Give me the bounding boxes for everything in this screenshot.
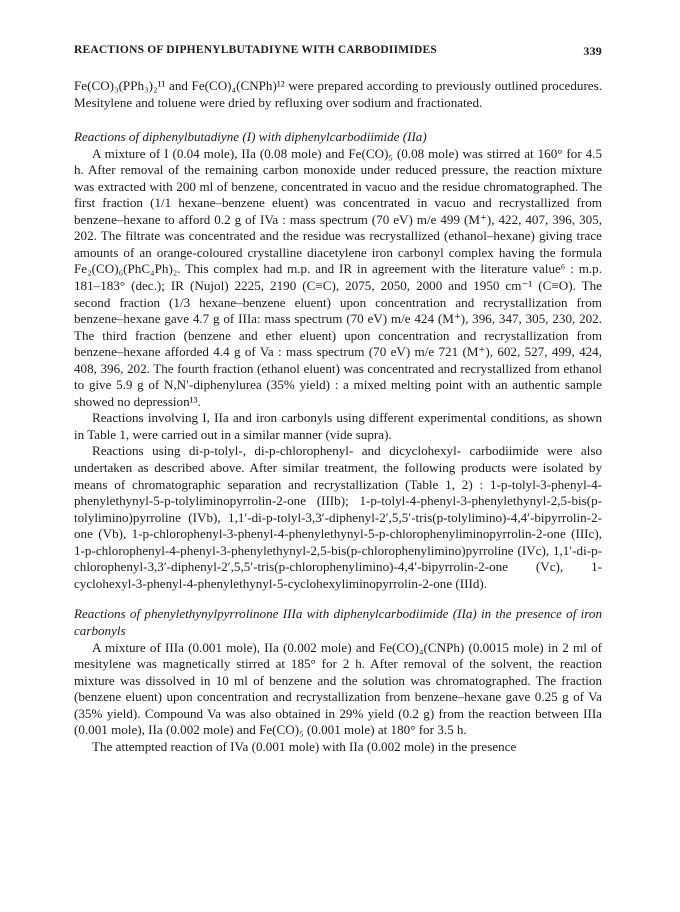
body-paragraph: Reactions using di-p-tolyl-, di-p-chlorophenyl- and dicyclohexyl- carbodiimide were also undertaken as described above. After similar treatment, the following products were isolated by means of chromatographic separation and recrystallization (Table 1, 2) : 1-p-tolyl-3-phenyl-4-phenylethynyl-5-p-tolyliminopyrrolin-2-one (IIIb); 1-p-tolyl-4-phenyl-3-phenylethynyl-2,5-bis(p-tolylimino)pyrroline (IVb), 1,1′-di-p-tolyl-3,3′-diphenyl-2′,5,5′-tris(p-tolylimino)-4,4′-bipyrrolin-2-one (Vb), 1-p-chlorophenyl-3-phenyl-4-phenylethynyl-5-p-chlorophenyliminopyrrolin-2-one (IIIc), 1-p-chlorophenyl-4-phenyl-3-phenylethynyl-2,5-bis(p-chlorophenylimino)pyrroline (IVc), 1,1′-di-p-chlorophenyl-3,3′-diphenyl-2′,5,5′-tris(p-chlorophenylimino)-4,4′-bipyrrolin-2-one (Vc), 1-cyclohexyl-3-phenyl-4-phenylethynyl-5-cyclohexyliminopyrrolin-2-one (IIId). (74, 443, 602, 591)
section-heading: Reactions of phenylethynylpyrrolinone IIIa with diphenylcarbodiimide (IIa) in the presence of iron carbonyls (74, 606, 602, 638)
page-header (74, 44, 602, 62)
body-paragraph: A mixture of IIIa (0.001 mole), IIa (0.002 mole) and Fe(CO)₄(CNPh) (0.0015 mole) in 2 ml of mesitylene was magnetically stirred at 185° for 2 h. After removal of the solvent, the reaction mixture was dissolved in 10 ml of benzene and the solution was chromatographed. The fraction (benzene eluent) upon concentration and recrystallization from benzene–hexane gave 0.25 g of Va (35% yield). Compound Va was also obtained in 29% yield (0.2 g) from the reaction between IIIa (0.001 mole), IIa (0.002 mole) and Fe(CO)₅ (0.001 mole) at 180° for 3.5 h. (74, 639, 602, 738)
page-number: 339 (583, 44, 602, 58)
body-paragraph: Reactions involving I, IIa and iron carbonyls using different experimental conditions, as shown in Table 1, were carried out in a similar manner (vide supra). (74, 410, 602, 442)
intro-paragraph: Fe(CO)₃(PPh₃)₂¹¹ and Fe(CO)₄(CNPh)¹² were prepared according to previously outlined procedures. Mesitylene and toluene were dried by refluxing over sodium and fractionated. (74, 78, 602, 110)
running-title: REACTIONS OF DIPHENYLBUTADIYNE WITH CARBODIIMIDES (74, 44, 437, 56)
body-paragraph: A mixture of I (0.04 mole), IIa (0.08 mole) and Fe(CO)₅ (0.08 mole) was stirred at 160° for 4.5 h. After removal of the remaining carbon monoxide under reduced pressure, the reaction mixture was extracted with 200 ml of benzene, concentrated in vacuo and the residue chromatographed. The first fraction (1/1 hexane–benzene eluent) was concentrated in vacuo and recrystallized from benzene–hexane to afford 0.2 g of IVa : mass spectrum (70 eV) m/e 499 (M⁺), 422, 407, 396, 305, 202. The filtrate was concentrated and the residue was recrystallized (ethanol–hexane) giving trace amounts of an orange-coloured crystalline diacetylene iron carbonyl complex having the formula Fe₂(CO)₆(PhC₄Ph)₂. This complex had m.p. and IR in agreement with the literature value⁶ : m.p. 181–183° (dec.); IR (Nujol) 2225, 2190 (C≡C), 2075, 2050, 2000 and 1950 cm⁻¹ (C≡O). The second fraction (1/3 hexane–benzene eluent) upon concentration and recrystallization from benzene–hexane gave 4.7 g of IIIa: mass spectrum (70 eV) m/e 424 (M⁺), 396, 347, 305, 230, 202. The third fraction (benzene and ether eluent) upon concentration and recrystallization from benzene–hexane afforded 4.4 g of Va : mass spectrum (70 eV) m/e 721 (M⁺), 602, 527, 499, 424, 408, 396, 202. The fourth fraction (ethanol eluent) was concentrated and recrystallized from ethanol to give 5.9 g of N,N′-diphenylurea (35% yield) : a mixed melting point with an authentic sample showed no depression¹³. (74, 145, 602, 409)
article-body (74, 78, 602, 755)
body-paragraph: The attempted reaction of IVa (0.001 mole) with IIa (0.002 mole) in the presence (92, 738, 517, 754)
section-heading: Reactions of diphenylbutadiyne (I) with diphenylcarbodiimide (IIa) (74, 129, 427, 145)
